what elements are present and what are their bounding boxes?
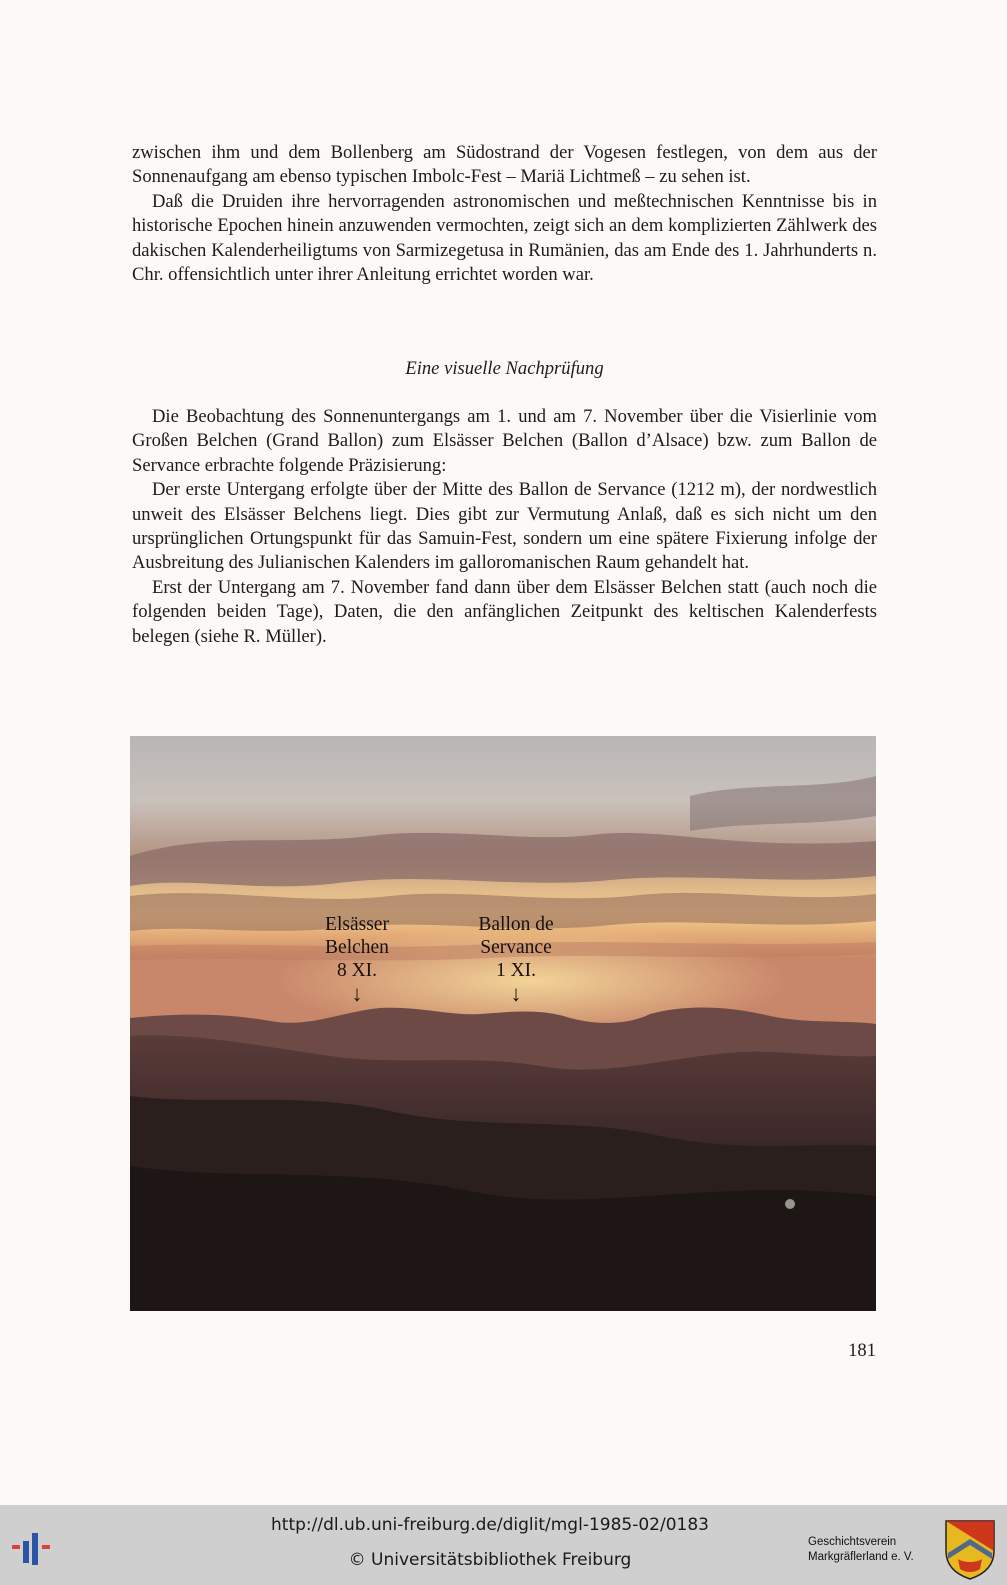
sunset-landscape-image — [130, 736, 876, 1311]
label-elsaesser-line1: Elsässer — [325, 914, 389, 935]
label-ballon-line2: Servance — [480, 937, 552, 958]
viewer-footer — [0, 1505, 1007, 1585]
ub-freiburg-logo-icon[interactable] — [12, 1533, 64, 1565]
paragraph-continuation: zwischen ihm und dem Bollenberg am Südostrand der Vogesen festlegen, von dem aus der Sonnenaufgang am ebenso typischen Imbolc-Fest – Mariä Lichtmeß – zu sehen ist. — [132, 142, 877, 188]
text-block-top — [132, 141, 877, 287]
paragraph-zweiter-untergang: Erst der Untergang am 7. November fand dann über dem Elsässer Belchen statt (auch noch die folgenden beiden Tage), Daten, die den anfänglichen Zeitpunkt des keltischen Kalenderfests belegen (siehe R. Müller). — [132, 576, 877, 647]
section-heading: Eine visuelle Nachprüfung — [405, 358, 604, 379]
label-ballon-de-servance — [458, 913, 574, 1005]
paragraph-druiden: Daß die Druiden ihre hervorragenden astronomischen und meßtechnischen Kenntnisse bis in historische Epochen hinein anzuwenden vermochten, zeigt sich an dem komplizierten Zählwerk des dakischen Kalenderheiligtums von Sarmizegetusa in Rumänien, das am Ende des 1. Jahrhunderts n. Chr. offensichtlich unter ihrer Anleitung errichtet worden war. — [132, 190, 877, 286]
label-elsaesser-date: 8 XI. — [336, 960, 378, 981]
paragraph-erster-untergang: Der erste Untergang erfolgte über der Mitte des Ballon de Servance (1212 m), der nordwestlich unweit des Elsässer Belchens liegt. Dies gibt zur Vermutung Anlaß, daß es sich nicht um den ursprünglichen Ortungspunkt für das Samuin-Fest, sondern um eine spätere Fixierung infolge der Ausbreitung des Julianischen Kalenders im galloromanischen Raum gehandelt hat. — [132, 479, 877, 574]
permalink-url[interactable]: http://dl.ub.uni-freiburg.de/diglit/mgl-1985-02/0183 — [271, 1515, 709, 1535]
organization-name-line2: Markgräflerland e. V. — [808, 1551, 914, 1563]
crest-icon[interactable] — [944, 1519, 996, 1581]
text-block-section — [132, 405, 877, 649]
organization-name-line1: Geschichtsverein — [808, 1536, 897, 1548]
label-ballon-date: 1 XI. — [495, 960, 537, 981]
arrow-down-icon: ↓ — [351, 981, 363, 1006]
arrow-down-icon: ↓ — [510, 981, 522, 1006]
label-ballon-line1: Ballon de — [478, 914, 554, 935]
label-elsaesser-line2: Belchen — [325, 937, 389, 958]
paragraph-beobachtung: Die Beobachtung des Sonnenuntergangs am 1. und am 7. November über die Visierlinie vom Großen Belchen (Grand Ballon) zum Elsässer Belchen (Ballon d’Alsace) bzw. zum Ballon de Servance erbrachte folgende Präzisierung: — [132, 406, 877, 476]
page-number: 181 — [848, 1340, 876, 1361]
copyright-notice: © Universitätsbibliothek Freiburg — [348, 1550, 632, 1570]
organization-name — [808, 1535, 938, 1565]
label-elsaesser-belchen — [302, 913, 412, 1005]
sunset-photograph — [130, 736, 876, 1311]
